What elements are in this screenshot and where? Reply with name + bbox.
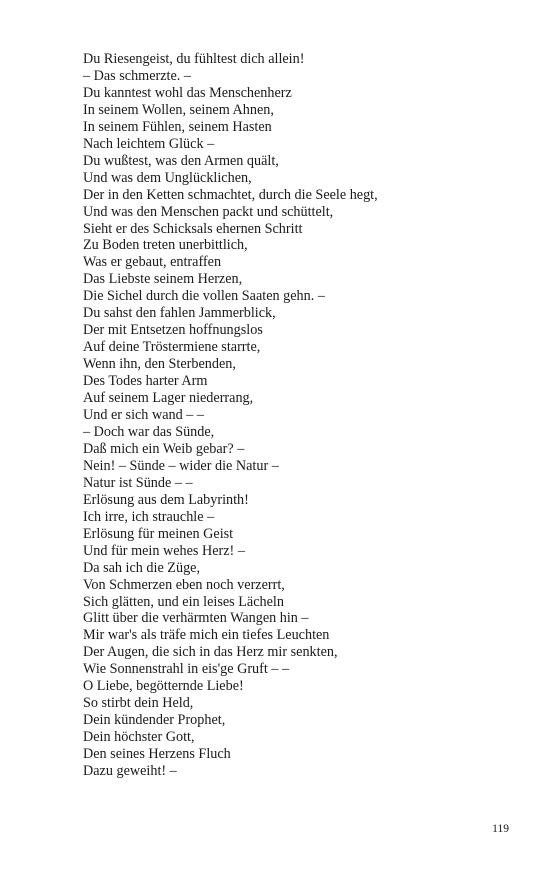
poem-line: Dein höchster Gott, [83,729,195,746]
poem-line: Und was den Menschen packt und schüttelt, [83,203,334,220]
page-number: 119 [492,823,509,835]
poem-line: Du kanntest wohl das Menschenherz [83,84,292,101]
poem-line: Glitt über die verhärmten Wangen hin – [83,610,309,627]
poem-line: Natur ist Sünde – – [83,474,193,491]
poem-line: Dazu geweiht! – [83,763,177,780]
poem-line: O Liebe, begötternde Liebe! [83,678,244,695]
poem-line: Dein kündender Prophet, [83,712,226,729]
poem-line: In seinem Wollen, seinem Ahnen, [83,101,274,118]
poem-line: Erlösung für meinen Geist [83,525,234,542]
poem-line: Ich irre, ich strauchle – [83,508,215,525]
poem-line: – Doch war das Sünde, [83,423,215,440]
poem-line: Den seines Herzens Fluch [83,746,231,763]
poem-line: Erlösung aus dem Labyrinth! [83,491,249,508]
poem-line: So stirbt dein Held, [83,695,194,712]
poem-line: Und was dem Unglücklichen, [83,169,252,186]
poem-line: Wenn ihn, den Sterbenden, [83,356,236,373]
poem-line: Die Sichel durch die vollen Saaten gehn. – [83,288,325,305]
poem-line: Und er sich wand – – [83,407,204,424]
poem-line: In seinem Fühlen, seinem Hasten [83,118,272,135]
poem-line: Du wußtest, was den Armen quält, [83,152,279,169]
poem-line: Der Augen, die sich in das Herz mir senkten, [83,644,338,661]
poem-line: Der mit Entsetzen hoffnungslos [83,322,263,339]
poem-line: Auf seinem Lager niederrang, [83,390,254,407]
poem-line: Daß mich ein Weib gebar? – [83,440,245,457]
poem-line: Wie Sonnenstrahl in eis'ge Gruft – – [83,661,290,678]
poem-line: Sieht er des Schicksals ehernen Schritt [83,220,303,237]
poem-line: Und für mein wehes Herz! – [83,542,245,559]
poem-text [83,51,523,780]
poem-line: – Das schmerzte. – [83,67,191,84]
poem-line: Was er gebaut, entraffen [83,254,222,271]
poem-line: Mir war's als träfe mich ein tiefes Leuchten [83,627,330,644]
poem-line: Zu Boden treten unerbittlich, [83,237,248,254]
poem-line: Des Todes harter Arm [83,373,208,390]
poem-line: Nach leichtem Glück – [83,135,215,152]
poem-line: Da sah ich die Züge, [83,559,201,576]
poem-line: Nein! – Sünde – wider die Natur – [83,457,279,474]
poem-line: Du Riesengeist, du fühltest dich allein! [83,51,305,67]
poem-line: Auf deine Tröstermiene starrte, [83,339,261,356]
poem-line: Sich glätten, und ein leises Lächeln [83,593,284,610]
poem-line: Von Schmerzen eben noch verzerrt, [83,576,285,593]
poem-line: Das Liebste seinem Herzen, [83,271,243,288]
poem-line: Der in den Ketten schmachtet, durch die Seele hegt, [83,186,378,203]
poem-line: Du sahst den fahlen Jammerblick, [83,305,276,322]
